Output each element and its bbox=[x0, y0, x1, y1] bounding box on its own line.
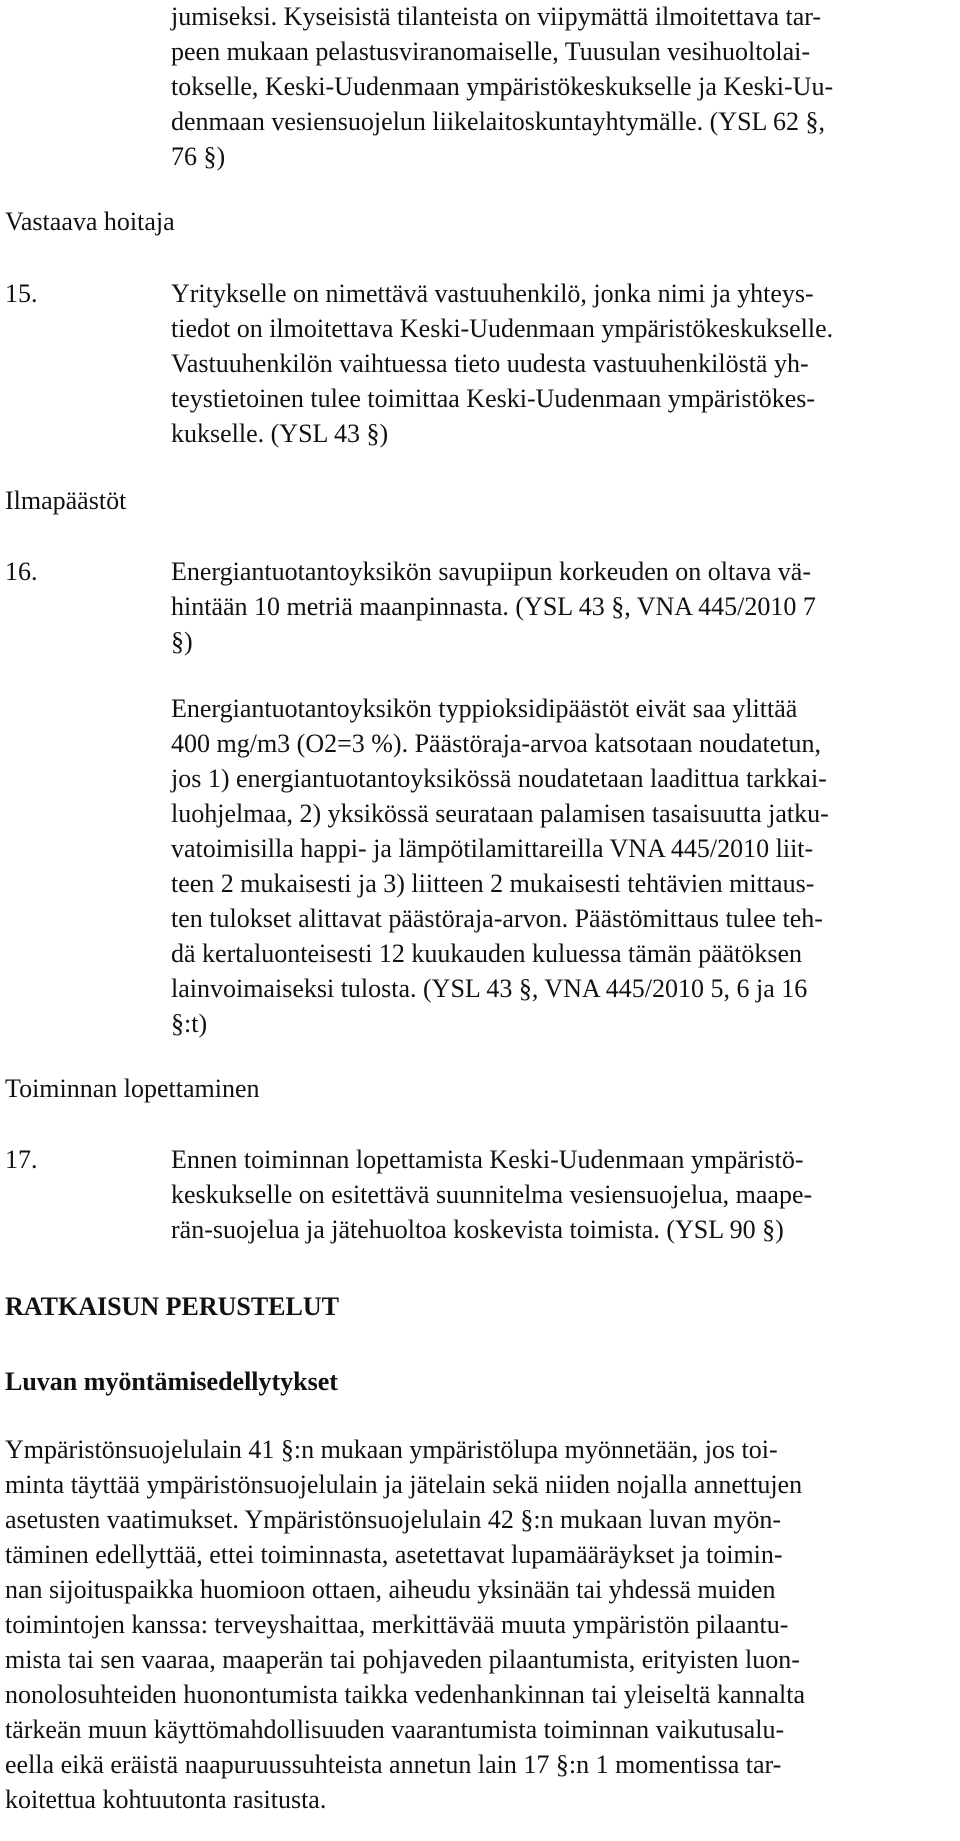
text-line: 400 mg/m3 (O2=3 %). Päästöraja-arvoa katsotaan noudatetun, bbox=[171, 729, 822, 758]
text-line: minta täyttää ympäristönsuojelulain ja jätelain sekä niiden nojalla annettujen bbox=[5, 1470, 803, 1499]
text-line: toimintojen kanssa: terveyshaittaa, merkittävää muuta ympäristön pilaantu- bbox=[5, 1610, 789, 1639]
text-line: mista tai sen vaaraa, maaperän tai pohjaveden pilaantumista, erityisten luon- bbox=[5, 1645, 800, 1674]
text-line: Ympäristönsuojelulain 41 §:n mukaan ympäristölupa myönnetään, jos toi- bbox=[5, 1435, 778, 1464]
text-line: tärkeän muun käyttömahdollisuuden vaarantumista toiminnan vaikutusalu- bbox=[5, 1715, 785, 1744]
item-number: 16. bbox=[5, 557, 38, 586]
text-line: §:t) bbox=[171, 1009, 208, 1038]
text-line: Energiantuotantoyksikön savupiipun korkeuden on oltava vä- bbox=[171, 557, 811, 586]
text-line: nan sijoituspaikka huomioon ottaen, aiheudu yksinään tai yhdessä muiden bbox=[5, 1575, 776, 1604]
item-number: 15. bbox=[5, 279, 38, 308]
section-heading-ilmapaastot: Ilmapäästöt bbox=[5, 486, 127, 515]
text-line: Ennen toiminnan lopettamista Keski-Uudenmaan ympäristö- bbox=[171, 1145, 804, 1174]
text-line: kukselle. (YSL 43 §) bbox=[171, 419, 389, 448]
text-line: rän-suojelua ja jätehuoltoa koskevista toimista. (YSL 90 §) bbox=[171, 1215, 784, 1244]
text-line: 76 §) bbox=[171, 142, 226, 171]
item-number: 17. bbox=[5, 1145, 38, 1174]
text-line: eella eikä eräistä naapuruussuhteista annetun lain 17 §:n 1 momentissa tar- bbox=[5, 1750, 782, 1779]
text-line: lainvoimaiseksi tulosta. (YSL 43 §, VNA 445/2010 5, 6 ja 16 bbox=[171, 974, 808, 1003]
subheading-luvan-myontamisedellytykset: Luvan myöntämisedellytykset bbox=[5, 1367, 338, 1396]
text-line: jos 1) energiantuotantoyksikössä noudatetaan laadittua tarkkai- bbox=[171, 764, 827, 793]
text-line: ten tulokset alittavat päästöraja-arvon. Päästömittaus tulee teh- bbox=[171, 904, 823, 933]
text-line: §) bbox=[171, 627, 193, 656]
text-line: luohjelmaa, 2) yksikössä seurataan palamisen tasaisuutta jatku- bbox=[171, 799, 829, 828]
text-line: jumiseksi. Kyseisistä tilanteista on viipymättä ilmoitettava tar- bbox=[171, 2, 822, 31]
text-line: Yritykselle on nimettävä vastuuhenkilö, jonka nimi ja yhteys- bbox=[171, 279, 814, 308]
text-line: hintään 10 metriä maanpinnasta. (YSL 43 §, VNA 445/2010 7 bbox=[171, 592, 816, 621]
text-line: peen mukaan pelastusviranomaiselle, Tuusulan vesihuoltolai- bbox=[171, 37, 811, 66]
text-line: tokselle, Keski-Uudenmaan ympäristökeskukselle ja Keski-Uu- bbox=[171, 72, 834, 101]
text-line: nonolosuhteiden huonontumista taikka vedenhankinnan tai yleiseltä kannalta bbox=[5, 1680, 806, 1709]
text-line: asetusten vaatimukset. Ympäristönsuojelulain 42 §:n mukaan luvan myön- bbox=[5, 1505, 782, 1534]
text-line: teen 2 mukaisesti ja 3) liitteen 2 mukaisesti tehtävien mittaus- bbox=[171, 869, 815, 898]
text-line: tiedot on ilmoitettava Keski-Uudenmaan ympäristökeskukselle. bbox=[171, 314, 834, 343]
text-line: denmaan vesiensuojelun liikelaitoskuntayhtymälle. (YSL 62 §, bbox=[171, 107, 825, 136]
text-line: Energiantuotantoyksikön typpioksidipäästöt eivät saa ylittää bbox=[171, 694, 798, 723]
text-line: dä kertaluonteisesti 12 kuukauden kuluessa tämän päätöksen bbox=[171, 939, 803, 968]
text-line: täminen edellyttää, ettei toiminnasta, asetettavat lupamääräykset ja toimin- bbox=[5, 1540, 783, 1569]
text-line: Vastuuhenkilön vaihtuessa tieto uudesta vastuuhenkilöstä yh- bbox=[171, 349, 809, 378]
section-heading-toiminnan-lopettaminen: Toiminnan lopettaminen bbox=[5, 1074, 260, 1103]
text-line: keskukselle on esitettävä suunnitelma vesiensuojelua, maape- bbox=[171, 1180, 813, 1209]
section-heading-vastaava-hoitaja: Vastaava hoitaja bbox=[5, 207, 175, 236]
text-line: vatoimisilla happi- ja lämpötilamittareilla VNA 445/2010 liit- bbox=[171, 834, 814, 863]
section-heading-ratkaisun-perustelut: RATKAISUN PERUSTELUT bbox=[5, 1292, 339, 1321]
text-line: teystietoinen tulee toimittaa Keski-Uudenmaan ympäristökes- bbox=[171, 384, 816, 413]
text-line: koitettua kohtuutonta rasitusta. bbox=[5, 1785, 327, 1814]
